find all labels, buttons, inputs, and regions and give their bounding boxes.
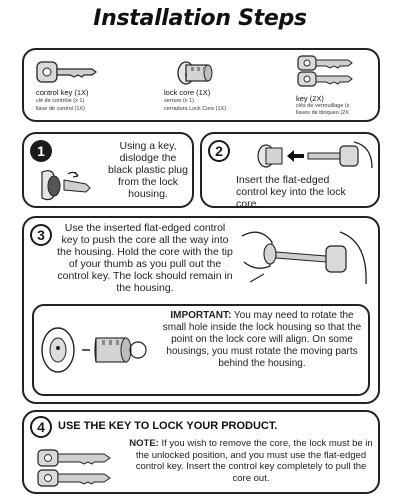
control-key-es: llave de control (1X): [36, 106, 85, 112]
important-text: [158, 310, 366, 370]
control-key-icon: [36, 60, 98, 86]
important-body: You may need to rotate the small hole inside the lock housing so that the point on the lock core will align. On some housings, you must rotate the moving parts behind the housing.: [162, 310, 362, 369]
step-1-panel: [22, 132, 194, 208]
lock-housing-icon: [38, 320, 156, 380]
note-body: If you wish to remove the core, the lock must be in the unlocked position, and you must use the flat-edged control key. Insert the control key completely to pull the core out.: [135, 438, 373, 484]
lock-core-fr: serrure (x 1): [164, 98, 194, 104]
step-3-number: 3: [30, 224, 52, 246]
key-label: key (2X): [296, 94, 324, 103]
lock-core-label: lock core (1X): [164, 88, 211, 97]
step-2-text: Insert the flat-edged control key into the lock core.: [236, 174, 346, 210]
step-3-text: Use the inserted flat-edged control key to push the core all the way into the housing. Hold the core with the tip of your thumb as you pull out the control key. The lock should remain in the housing.: [57, 222, 233, 294]
keys-icon: [296, 54, 356, 90]
important-panel: [32, 304, 370, 396]
step-4-number: 4: [30, 416, 52, 438]
step-4-panel: [22, 410, 380, 494]
note-label: NOTE:: [129, 438, 159, 449]
parts-panel: [22, 48, 380, 122]
step-4-heading: USE THE KEY TO LOCK YOUR PRODUCT.: [58, 420, 278, 432]
important-label: IMPORTANT:: [170, 310, 232, 321]
key-fr: clés de verrouillage (x: [296, 103, 350, 109]
key-es: llaves de bloqueo (2X: [296, 110, 349, 116]
control-key-fr: clé de contrôle (x 1): [36, 98, 85, 104]
step-1-text: Using a key, dislodge the black plastic plug from the lock housing.: [108, 140, 188, 200]
housing-plug-icon: [38, 166, 98, 204]
control-key-label: control key (1X): [36, 88, 89, 97]
page-title: Installation Steps: [93, 6, 307, 31]
insert-key-icon: [254, 138, 376, 174]
note-text: [128, 438, 374, 484]
step-2-number: 2: [208, 140, 230, 162]
thumb-push-icon: [236, 222, 376, 292]
lock-core-icon: [176, 60, 216, 86]
step-3-panel: [22, 216, 380, 404]
lock-core-es: cerradura Lock Core (1X): [164, 106, 227, 112]
step-1-number: 1: [30, 140, 52, 162]
step-2-panel: [200, 132, 380, 208]
two-keys-icon: [34, 446, 126, 490]
